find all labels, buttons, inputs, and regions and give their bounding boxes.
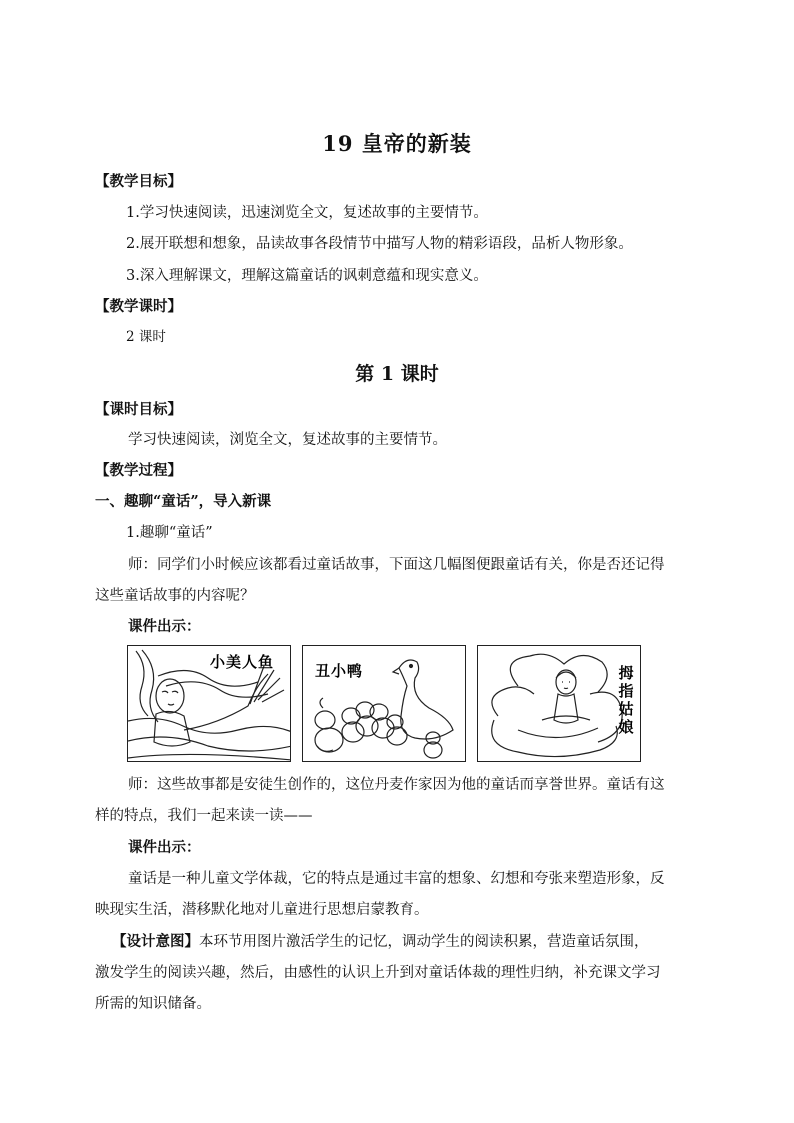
lesson-goal-text: 学习快速阅读，浏览全文，复述故事的主要情节。 — [128, 432, 447, 448]
section1-heading: 一、趣聊“童话”，导入新课 — [95, 493, 272, 510]
teacher-text-1-line2: 这些童话故事的内容呢？ — [95, 588, 255, 604]
design-intent-line2: 激发学生的阅读兴趣，然后，由感性的认识上升到对童话体裁的理性归纳，补充课文学习 — [95, 965, 661, 981]
hours-value: 2 课时 — [126, 329, 166, 345]
process-heading: 【教学过程】 — [95, 462, 182, 479]
lesson-title: 第 1 课时 — [355, 363, 439, 385]
page-title: 19 皇帝的新装 — [322, 131, 472, 156]
illustration-row — [127, 645, 644, 765]
teacher-text-1-line1: 师：同学们小时候应该都看过童话故事，下面这几幅图便跟童话有关，你是否还记得 — [128, 557, 665, 573]
caption-thumbelina: 拇 指 姑 娘 — [618, 664, 634, 736]
lesson-goal-heading: 【课时目标】 — [95, 401, 182, 418]
goal-item-1: 1.学习快速阅读，迅速浏览全文，复述故事的主要情节。 — [126, 205, 488, 221]
hours-heading: 【教学课时】 — [95, 298, 182, 315]
ugly-duckling-image — [302, 645, 466, 762]
goal-item-2: 2.展开联想和想象，品读故事各段情节中描写人物的精彩语段，品析人物形象。 — [126, 236, 633, 252]
little-mermaid-image — [127, 645, 291, 762]
design-intent-line3: 所需的知识储备。 — [95, 996, 211, 1012]
teacher-text-2-line1: 师：这些故事都是安徒生创作的，这位丹麦作家因为他的童话而享誉世界。童话有这 — [128, 777, 665, 793]
slide-label-2: 课件出示： — [128, 839, 201, 856]
definition-line2: 映现实生活，潜移默化地对儿童进行思想启蒙教育。 — [95, 902, 429, 918]
definition-line1: 童话是一种儿童文学体裁，它的特点是通过丰富的想象、幻想和夸张来塑造形象，反 — [128, 871, 665, 887]
slide-label-1: 课件出示： — [128, 618, 201, 635]
goals-heading: 【教学目标】 — [95, 173, 182, 190]
thumbelina-image — [477, 645, 641, 762]
design-intent-line1 — [112, 932, 649, 952]
sub-heading-1: 1.趣聊“童话” — [126, 525, 213, 541]
goal-item-3: 3.深入理解课文，理解这篇童话的讽刺意蕴和现实意义。 — [126, 268, 488, 284]
caption-ugly-duckling: 丑小鸭 — [315, 662, 364, 680]
caption-little-mermaid: 小美人鱼 — [210, 653, 275, 671]
teacher-text-2-line2: 样的特点，我们一起来读一读—— — [95, 808, 313, 824]
design-intent-text: 本环节用图片激活学生的记忆，调动学生的阅读积累，营造童话氛围， — [199, 934, 649, 950]
design-intent-heading: 【设计意图】 — [112, 933, 199, 950]
